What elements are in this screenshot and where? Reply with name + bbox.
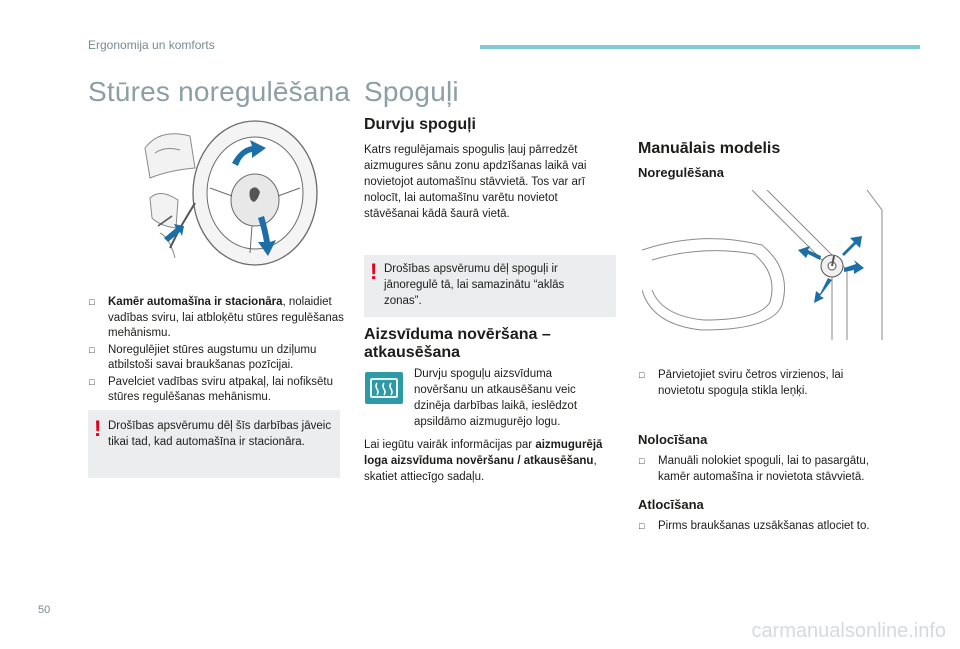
unfold-heading: Atlocīšana: [638, 497, 704, 512]
adjust-step: □ Pārvietojiet sviru četros virzienos, lai novietotu spoguļa stikla leņķi.: [638, 368, 888, 399]
defrost-heading: Aizsvīduma novēršana – atkausēšana: [364, 326, 551, 361]
adjust-instructions: [638, 368, 888, 400]
steering-step-2: □ Noregulējiet stūres augstumu un dziļumu atbilstoši savai braukšanas pozīcijai.: [88, 343, 348, 374]
unfold-instructions: [638, 519, 898, 536]
steering-wheel-illustration: [140, 108, 330, 278]
door-mirrors-text: Katrs regulējamais spogulis ļauj pārredzēt aizmugures sānu zonu apdzīšanas laikā vai novietojot automašīnu stāvvietā. Tos var arī nolocīt, lai automašīnu varētu novietot stāvēšanai kādā šaurā vietā.: [364, 144, 587, 220]
steering-warning-box: [88, 410, 340, 478]
steering-warning-text: Drošības apsvērumu dēļ šīs darbības jāveic tikai tad, kad automašīna ir stacionāra.: [108, 420, 332, 448]
steering-instructions: [88, 295, 348, 407]
manual-model-heading: Manuālais modelis: [638, 140, 781, 157]
defrost-text: Durvju spoguļu aizsvīduma novēršanu un atkausēšanu veic dzinēja darbības laikā, ieslēdzot apsildāmo aizmugurējo logu.: [414, 368, 578, 428]
section-header: Ergonomija un komforts: [88, 38, 215, 52]
mirrors-title: Spoguļi: [364, 76, 459, 107]
rear-defrost-icon: [365, 372, 403, 404]
warning-icon: !: [370, 259, 378, 284]
door-mirrors-heading: Durvju spoguļi: [364, 116, 476, 133]
mirror-adjust-illustration: [642, 190, 892, 340]
unfold-step: □ Pirms braukšanas uzsākšanas atlociet to.: [638, 519, 898, 535]
adjust-heading: Noregulēšana: [638, 165, 724, 180]
steering-step-3: □ Pavelciet vadības sviru atpakaļ, lai nofiksētu stūres regulēšanas mehānismu.: [88, 375, 348, 406]
fold-heading: Nolocīšana: [638, 432, 708, 447]
fold-instructions: [638, 454, 888, 486]
defrost-more-info: Lai iegūtu vairāk informācijas par aizmugurējā loga aizsvīduma novēršanu / atkausēšanu, skatiet attiecīgo sadaļu.: [364, 439, 603, 483]
warning-icon: !: [94, 416, 102, 441]
page-number: 50: [38, 604, 51, 616]
steering-title: Stūres noregulēšana: [88, 76, 351, 107]
fold-step: □ Manuāli nolokiet spoguli, lai to pasargātu, kamēr automašīna ir novietota stāvvietā.: [638, 454, 888, 485]
header-accent-bar: [480, 45, 920, 49]
steering-step-1: □ Kamēr automašīna ir stacionāra, nolaidiet vadības sviru, lai atbloķētu stūres regulēšanas mehānismu.: [88, 295, 348, 342]
mirrors-warning-text: Drošības apsvērumu dēļ spoguļi ir jānoregulē tā, lai samazinātu “aklās zonas”.: [384, 263, 565, 307]
watermark: carmanualsonline.info: [751, 620, 946, 642]
mirrors-warning-box: [364, 255, 616, 317]
